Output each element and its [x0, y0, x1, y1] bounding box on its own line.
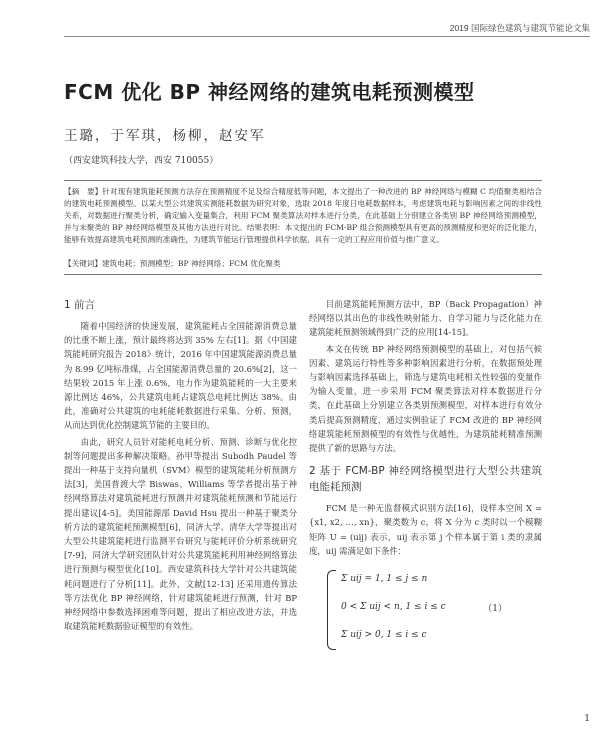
abstract-text: 【摘 要】针对现有建筑能耗预测方法存在预测精度不足及综合精度低等问题，本文提出了一种改进的 BP 神经网络与模糊 C 均值聚类相结合的建筑电耗预测模型。以某大型公共建筑实测能耗数据为研究对象，选取 2018 年度日电耗数据样本，考虑建筑电耗与影响因素之间的非线性关系，对数据进行聚类分析，确定输入变量集合，利用 FCM 聚类算法对样本进行分类，在此基础上分别建立各类别 BP 神经网络预测模型，并与未聚类的 BP 神经网络模型及其他方法进行对比。结果表明：本文提出的 FCM-BP 组合预测模型具有更高的预测精度和更好的泛化能力，能够有效提高建筑电耗预测的准确性，为建筑节能运行管理提供科学依据，具有一定的工程应用价值与推广意义。	[64, 187, 542, 244]
affiliation: （西安建筑科技大学，西安 710055）	[64, 156, 219, 166]
section-1-title: 1 前言	[64, 299, 96, 311]
right-column	[309, 297, 542, 654]
right-paragraph-3: FCM 是一种无监督模式识别方法[16]，设样本空间 X = {x1, x2, …, xn}，聚类数为 c，将 X 分为 c 类时以一个模糊矩阵 U = (uij) 表示，uij 表示第 j 个样本属于第 i 类的隶属度，uij 需满足如下条件：	[309, 503, 542, 556]
running-title: 2019 国际绿色建筑与建筑节能论文集	[449, 23, 590, 33]
section-2-title: 2 基于 FCM-BP 神经网络模型进行大型公共建筑电能耗预测	[309, 465, 542, 494]
equation-brace	[327, 570, 336, 650]
section-1-paragraph-2: 由此，研究人员针对能耗电耗分析、预测、诊断与优化控制等问题提出多种解决策略。孙甲等提出 Subodh Paudel 等提出一种基于支持向量机（SVM）模型的建筑能耗分析预测方法[3]，美国普渡大学 Biswas、Williams 等学者提出基于神经网络算法对建筑能耗进行预测并对建筑能耗预测和节能运行提出建议[4-5]。美国能源部 David Hsu 提出一种基于聚类分析方法的建筑能耗预测模型[6]，同济大学、清华大学等提出对大型公共建筑能耗进行监测平台研究与能耗评价分析系统研究[7-9]，同济大学研究团队针对公共建筑能耗利用神经网络算法进行预测与模型优化[10]。西安建筑科技大学针对公共建筑能耗问题进行了分析[11]。此外，文献[12-13] 还采用遗传算法等方法优化 BP 神经网络，针对建筑能耗进行预测，针对 BP 神经网络中参数选择困难等问题，提出了相应改进方法，并选取建筑能耗数据验证模型的有效性。	[64, 436, 297, 632]
header-rule	[64, 36, 590, 37]
equation-1	[327, 566, 507, 654]
equation-number: （1）	[483, 604, 507, 615]
keywords: 【关键词】建筑电耗；预测模型；BP 神经网络；FCM 优化聚类	[64, 259, 281, 268]
author-list: 王璐，于军琪，杨柳，赵安军	[64, 128, 266, 144]
right-paragraph-1: 目前建筑能耗预测方法中，BP（Back Propagation）神经网络以其出色的非线性映射能力、自学习能力与泛化能力在建筑能耗预测领域得到广泛的应用[14-15]。	[309, 299, 542, 338]
left-column	[64, 297, 297, 635]
page-header	[0, 0, 600, 40]
page-number: 1	[584, 714, 590, 724]
right-paragraph-2: 本文在传统 BP 神经网络预测模型的基础上，对包括气候因素、建筑运行特性等多种影响因素进行分析，在数据预处理与影响因素选择基础上，筛选与建筑电耗相关性较强的变量作为输入变量，进一步采用 FCM 聚类算法对样本数据进行分类，在此基础上分别建立各类别预测模型，对样本进行有效分类后提高预测精度，通过实例验证了 FCM 改进的 BP 神经网络建筑能耗预测模型的有效性与优越性，为建筑能耗精准预测提供了新的思路与方法。	[309, 343, 542, 454]
paper-title: FCM 优化 BP 神经网络的建筑电耗预测模型	[64, 80, 475, 104]
equation-line-1: Σ uij = 1, 1 ≤ j ≤ n	[341, 574, 428, 585]
section-1-paragraph-1: 随着中国经济的快速发展，建筑能耗占全国能源消费总量的比重不断上涨，预计最终将达到 35% 左右[1]。据《中国建筑能耗研究报告 2018》统计，2016 年中国建筑能源消费总量为 8.99 亿吨标准煤，占全国能源消费总量的 20.6%[2]，这一结果较 2015 年上涨 0.6%，电力作为建筑能耗的一大主要来源比例达 46%，公共建筑电耗占建筑总电耗比例达 38%。由此，准确对公共建筑的电耗能耗数据进行采集、分析、预测，从而达到优化控制建筑节能的主要目的。	[64, 321, 297, 431]
abstract-box	[64, 180, 542, 275]
equation-line-2: 0 < Σ uij < n, 1 ≤ i ≤ c	[341, 602, 446, 613]
equation-line-3: Σ uij > 0, 1 ≤ i ≤ c	[341, 630, 427, 641]
